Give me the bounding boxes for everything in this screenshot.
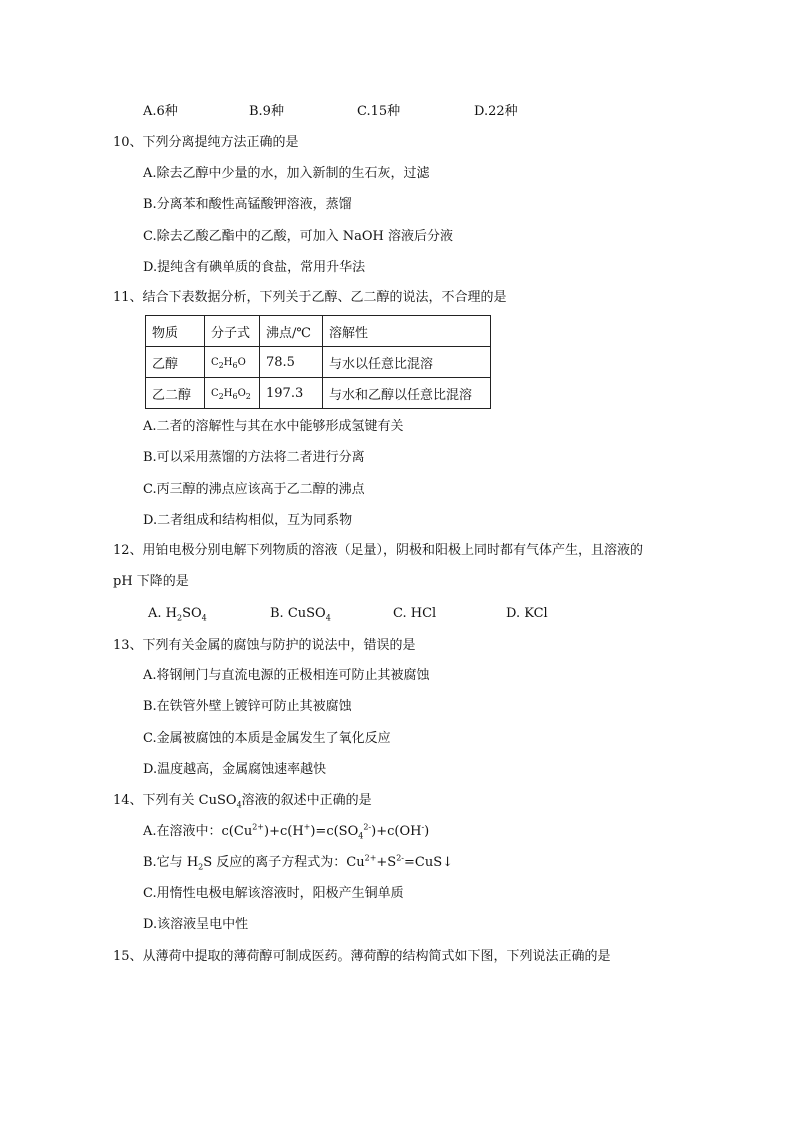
q11-option-b: B.可以采用蒸馏的方法将二者进行分离 — [143, 450, 365, 465]
q9-option-d: D.22种 — [474, 104, 518, 119]
table-cell-sol: 与水和乙醇以任意比混溶 — [323, 378, 491, 409]
q12-option-d: D. KCl — [506, 606, 548, 621]
q12-stem-line1: 12、用铂电极分别电解下列物质的溶液（足量），阴极和阳极上同时都有气体产生，且溶液的 — [113, 543, 644, 558]
table-header: 沸点/℃ — [260, 316, 323, 347]
q10-option-d: D.提纯含有碘单质的食盐，常用升华法 — [143, 260, 366, 275]
q13-option-b: B.在铁管外壁上镀锌可防止其被腐蚀 — [143, 699, 352, 714]
q12-option-a: A. $H_2SO_4$ — [148, 606, 207, 623]
q14-option-b: B.它与 $H_2S$ 反应的离子方程式为：$Cu^{2+}+S^{2-}=CuS↓$ — [143, 853, 454, 872]
q12-stem-line2: pH 下降的是 — [113, 574, 189, 589]
q9-option-b: B.9种 — [249, 104, 284, 119]
q13-option-a: A.将钢闸门与直流电源的正极相连可防止其被腐蚀 — [143, 668, 430, 683]
table-header: 分子式 — [205, 316, 260, 347]
table-header: 物质 — [146, 316, 205, 347]
q14-option-c: C.用惰性电极电解该溶液时，阳极产生铜单质 — [143, 886, 404, 901]
q10-stem: 10、下列分离提纯方法正确的是 — [113, 135, 299, 150]
table-cell-name: 乙醇 — [146, 347, 205, 378]
q11-option-a: A.二者的溶解性与其在水中能够形成氢键有关 — [143, 419, 404, 434]
table-cell-sol: 与水以任意比混溶 — [323, 347, 491, 378]
q11-option-c: C.丙三醇的沸点应该高于乙二醇的沸点 — [143, 482, 365, 497]
table-header: 溶解性 — [323, 316, 491, 347]
table-cell-name: 乙二醇 — [146, 378, 205, 409]
q13-option-d: D.温度越高，金属腐蚀速率越快 — [143, 762, 327, 777]
q12-option-b: B. CuSO$_4$ — [270, 606, 331, 623]
q14-stem: 14、下列有关 CuSO$_4$溶液的叙述中正确的是 — [113, 793, 372, 810]
q13-option-c: C.金属被腐蚀的本质是金属发生了氧化反应 — [143, 731, 391, 746]
q9-option-c: C.15种 — [357, 104, 401, 119]
q12-option-c: C. HCl — [393, 606, 437, 621]
q11-option-d: D.二者组成和结构相似，互为同系物 — [143, 513, 353, 528]
q11-stem: 11、结合下表数据分析，下列关于乙醇、乙二醇的说法，不合理的是 — [113, 290, 507, 305]
table-row — [146, 347, 491, 378]
q10-option-c: C.除去乙酸乙酯中的乙酸，可加入 NaOH 溶液后分液 — [143, 229, 454, 244]
table-cell-bp: 197.3 — [260, 378, 323, 409]
table-header-row — [146, 316, 491, 347]
table-cell-bp: 78.5 — [260, 347, 323, 378]
q10-option-b: B.分离苯和酸性高锰酸钾溶液，蒸馏 — [143, 197, 352, 212]
q10-option-a: A.除去乙醇中少量的水，加入新制的生石灰，过滤 — [143, 166, 430, 181]
q14-option-d: D.该溶液呈电中性 — [143, 917, 249, 932]
table-row — [146, 378, 491, 409]
q11-data-table — [145, 315, 491, 409]
q15-stem: 15、从薄荷中提取的薄荷醇可制成医药。薄荷醇的结构简式如下图，下列说法正确的是 — [113, 949, 611, 964]
table-cell-formula: $C_2H_6O_2$ — [205, 378, 260, 409]
table-cell-formula: $C_2H_6O$ — [205, 347, 260, 378]
q13-stem: 13、下列有关金属的腐蚀与防护的说法中，错误的是 — [113, 638, 416, 653]
q9-option-a: A.6种 — [143, 104, 178, 119]
q14-option-a: A.在溶液中：$c(Cu^{2+})+c(H^+)=c(SO_4^{2-})+c(OH^-)$ — [143, 822, 430, 841]
